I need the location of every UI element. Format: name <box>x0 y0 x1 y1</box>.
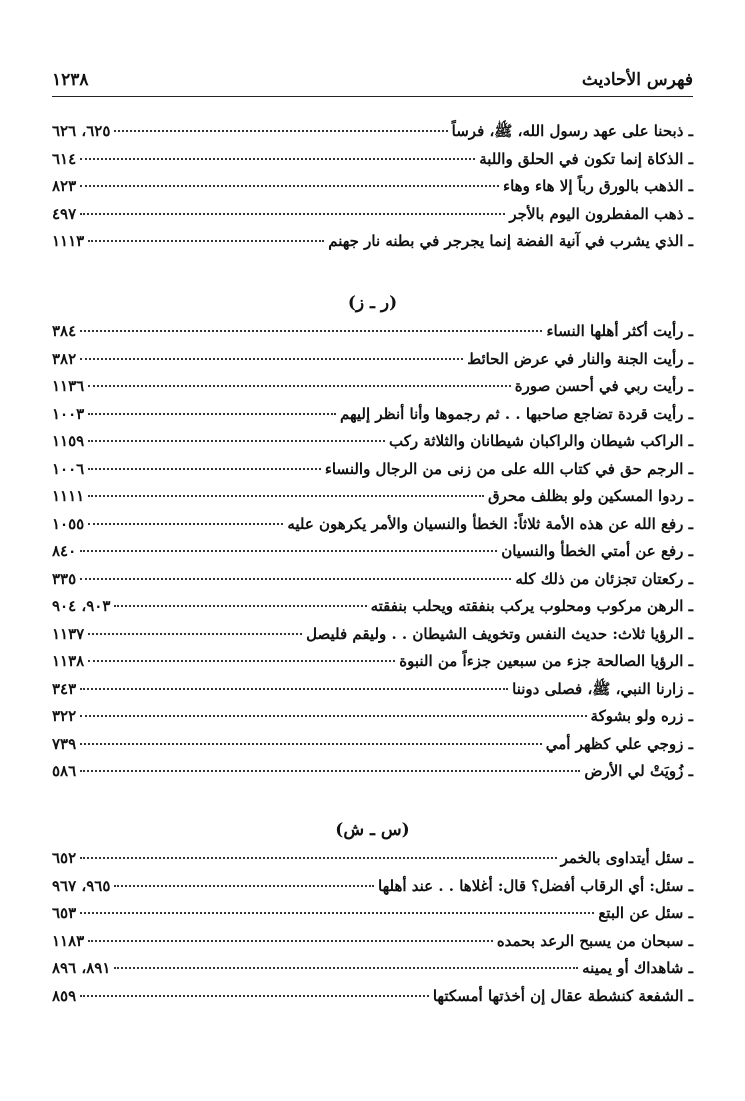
entry-text: ـ رفع الله عن هذه الأمة ثلاثاً: الخطأ والنسيان والأمر يكرهون عليه <box>287 514 693 533</box>
entry-text: ـ رفع عن أمتي الخطأ والنسيان <box>501 542 693 560</box>
dot-leader <box>88 633 302 635</box>
entry-text: ـ الرؤيا الصالحة جزء من سبعين جزءاً من النبوة <box>399 652 693 670</box>
dot-leader <box>80 912 594 914</box>
entry-text: ـ زوجي علي كظهر أمي <box>545 734 693 753</box>
entry-text: ـ سبحان من يسبح الرعد بحمده <box>496 931 693 950</box>
entry-text: ـ رأيت ربي في أحسن صورة <box>514 377 693 395</box>
entry-page-number: ١١٣٦ <box>52 377 85 395</box>
entry-text: ـ زُويَتْ لي الأرض <box>584 762 693 780</box>
index-entry <box>52 987 693 1015</box>
entry-page-number: ١١٣٨ <box>52 652 85 670</box>
entry-page-number: ٨٤٠ <box>52 542 77 560</box>
index-entry <box>52 570 693 598</box>
page-header <box>52 62 693 97</box>
entry-text: ـ ذبحنا على عهد رسول الله، ﷺ، فرساً <box>451 122 693 140</box>
dot-leader <box>88 385 511 387</box>
entry-text: ـ الراكب شيطان والراكبان شيطانان والثلاثة ركب <box>389 432 693 450</box>
index-entry <box>52 405 693 433</box>
entry-text: ـ سئل أيتداوى بالخمر <box>560 849 693 867</box>
entry-page-number: ١٠٠٦ <box>52 459 85 478</box>
entry-page-number: ٣٤٣ <box>52 679 77 698</box>
dot-leader <box>80 770 580 772</box>
entry-page-number: ٣٢٢ <box>52 707 77 725</box>
entry-text: ـ الرجم حق في كتاب الله على من زنى من الرجال والنساء <box>324 459 693 478</box>
dot-leader <box>80 358 463 360</box>
section-sin-shin <box>52 849 693 1014</box>
entry-text: ـ ردوا المسكين ولو بظلف محرق <box>487 487 693 505</box>
dot-leader <box>114 967 578 969</box>
page-number: ١٢٣٨ <box>52 70 89 90</box>
dot-leader <box>80 185 499 187</box>
dot-leader <box>80 330 542 332</box>
entry-page-number: ١١٣٧ <box>52 624 85 643</box>
dot-leader <box>80 857 556 859</box>
section-title-ra-zay: (ر ـ ز) <box>347 293 398 313</box>
dot-leader <box>80 715 586 717</box>
entry-text: ـ رأيت أكثر أهلها النساء <box>546 322 693 340</box>
index-entry <box>52 177 693 205</box>
dot-leader <box>88 413 336 415</box>
dot-leader <box>88 495 484 497</box>
entry-page-number: ٨٩١، ٨٩٦ <box>52 959 111 977</box>
index-entry <box>52 735 693 763</box>
dot-leader <box>80 995 429 997</box>
section-title-sin-shin: (س ـ ش) <box>335 820 410 840</box>
entry-text: ـ ذهب المفطرون اليوم بالأجر <box>509 204 693 223</box>
entry-page-number: ٣٣٥ <box>52 569 77 588</box>
entry-text: ـ سئل عن البتع <box>598 904 693 922</box>
index-entry <box>52 680 693 708</box>
entry-page-number: ١١١٣ <box>52 232 85 250</box>
index-entry <box>52 350 693 378</box>
dot-leader <box>88 940 493 942</box>
dot-leader <box>80 743 542 745</box>
index-entry <box>52 515 693 543</box>
index-entry <box>52 625 693 653</box>
entry-page-number: ٣٨٢ <box>52 349 77 368</box>
entry-text: ـ زارنا النبي، ﷺ، فصلى دوننا <box>512 679 693 698</box>
entry-page-number: ٦٢٥، ٦٢٦ <box>52 122 111 140</box>
entry-page-number: ٥٨٦ <box>52 762 77 780</box>
entry-page-number: ٩٠٣، ٩٠٤ <box>52 597 111 615</box>
entry-page-number: ١٠٠٣ <box>52 404 85 423</box>
header-title: فهرس الأحاديث <box>581 70 693 90</box>
index-entry <box>52 904 693 932</box>
entry-page-number: ٧٣٩ <box>52 734 77 753</box>
index-entry <box>52 959 693 987</box>
dot-leader <box>88 523 283 525</box>
entry-text: ـ ركعتان تجزئان من ذلك كله <box>515 569 693 588</box>
index-entry <box>52 597 693 625</box>
dot-leader <box>114 885 374 887</box>
dot-leader <box>80 688 508 690</box>
entry-page-number: ٩٦٥، ٩٦٧ <box>52 876 111 895</box>
dot-leader <box>88 240 324 242</box>
index-entry <box>52 652 693 680</box>
entry-page-number: ٨٥٩ <box>52 986 77 1005</box>
entry-text: ـ شاهداك أو يمينه <box>582 959 693 977</box>
index-entry <box>52 205 693 233</box>
dot-leader <box>88 440 385 442</box>
dot-leader <box>80 158 475 160</box>
index-entry <box>52 707 693 735</box>
index-entry <box>52 460 693 488</box>
section-ra-zay <box>52 322 693 790</box>
section-dhal <box>52 122 693 260</box>
index-entry <box>52 542 693 570</box>
dot-leader <box>114 605 366 607</box>
index-entry <box>52 232 693 260</box>
entry-page-number: ١١٨٣ <box>52 931 85 950</box>
entry-text: ـ الذي يشرب في آنية الفضة إنما يجرجر في بطنه نار جهنم <box>328 232 693 250</box>
index-entry <box>52 150 693 178</box>
entry-text: ـ الرهن مركوب ومحلوب يركب بنفقته ويحلب بنفقته <box>370 597 693 615</box>
dot-leader <box>80 578 511 580</box>
dot-leader <box>88 660 395 662</box>
dot-leader <box>80 550 497 552</box>
index-entry <box>52 877 693 905</box>
entry-page-number: ٦٥٢ <box>52 849 77 867</box>
index-entry <box>52 432 693 460</box>
entry-page-number: ٦٥٣ <box>52 904 77 922</box>
entry-text: ـ الشفعة كنشطة عقال إن أخذتها أمسكتها <box>432 986 693 1005</box>
dot-leader <box>88 468 321 470</box>
entry-text: ـ الذهب بالورق رباً إلا هاء وهاء <box>503 177 693 195</box>
index-entry <box>52 487 693 515</box>
entry-page-number: ٤٩٧ <box>52 204 77 223</box>
entry-page-number: ١١٥٩ <box>52 432 85 450</box>
entry-text: ـ رأيت قردة تضاجع صاحبها . . ثم رجموها وأنا أنظر إليهم <box>340 404 693 423</box>
entry-text: ـ سئل: أي الرقاب أفضل؟ قال: أغلاها . . عند أهلها <box>378 876 693 895</box>
entry-text: ـ زره ولو بشوكة <box>590 707 693 725</box>
entry-page-number: ١١١١ <box>52 487 85 505</box>
entry-page-number: ٨٢٣ <box>52 177 77 195</box>
dot-leader <box>80 213 505 215</box>
entry-page-number: ٣٨٤ <box>52 322 77 340</box>
index-entry <box>52 762 693 790</box>
index-entry <box>52 322 693 350</box>
index-entry <box>52 849 693 877</box>
entry-page-number: ١٠٥٥ <box>52 514 85 533</box>
entry-page-number: ٦١٤ <box>52 149 77 168</box>
entry-text: ـ الذكاة إنما تكون في الحلق واللبة <box>479 149 693 168</box>
index-entry <box>52 377 693 405</box>
entry-text: ـ الرؤيا ثلاث: حديث النفس وتخويف الشيطان . . وليقم فليصل <box>306 624 693 643</box>
dot-leader <box>114 130 447 132</box>
entry-text: ـ رأيت الجنة والنار في عرض الحائط <box>467 349 693 368</box>
index-entry <box>52 122 693 150</box>
index-entry <box>52 932 693 960</box>
